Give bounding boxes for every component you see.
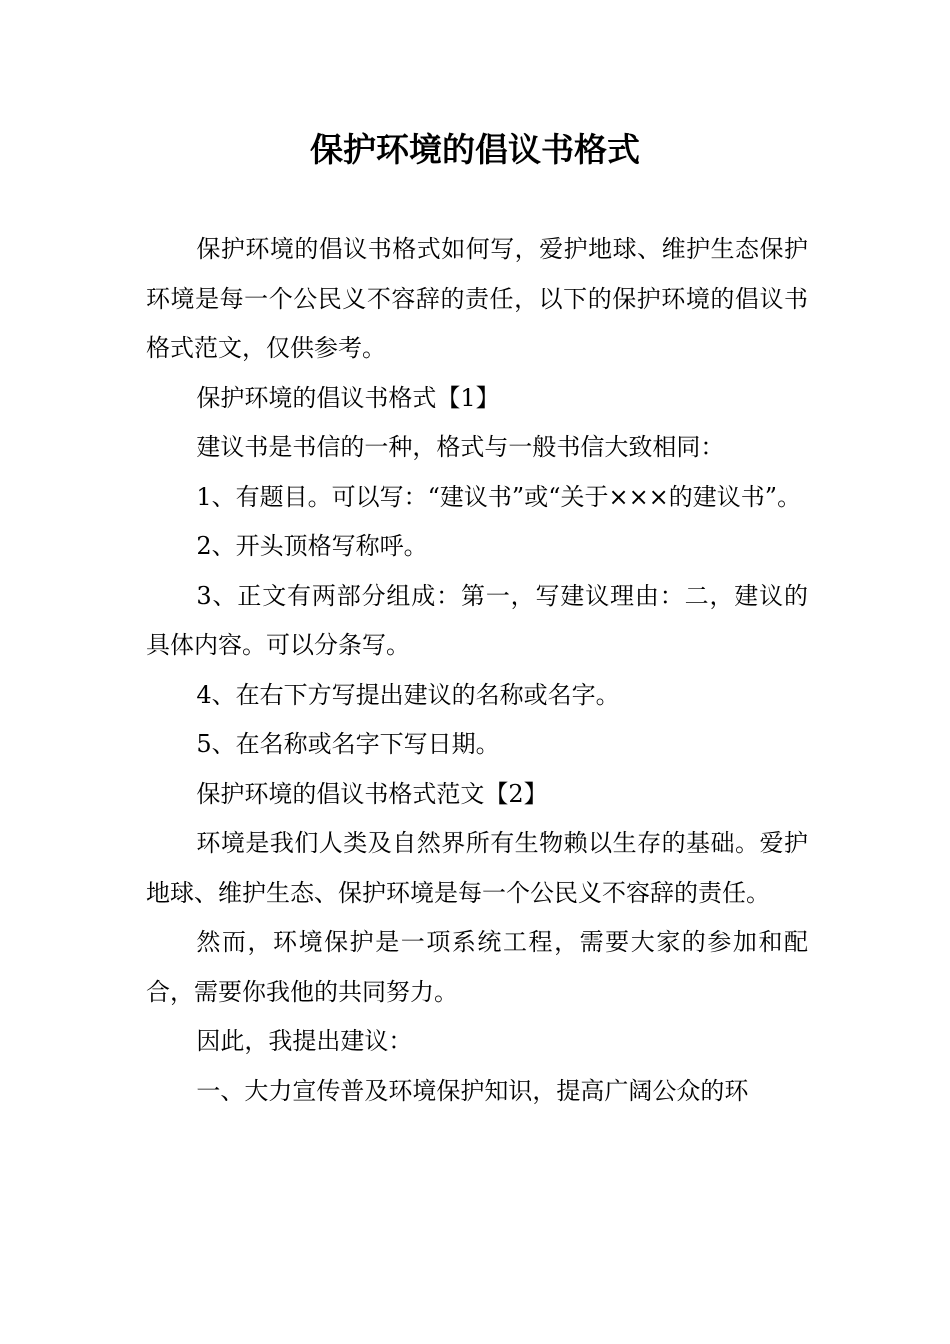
list-item: 1、有题目。可以写：“建议书”或“关于×××的建议书”。	[196, 482, 802, 511]
list-item: 4、在右下方写提出建议的名称或名字。	[196, 680, 620, 709]
paragraph: 建议书是书信的一种，格式与一般书信大致相同：	[196, 433, 725, 461]
paragraph-intro: 保护环境的倡议书格式如何写，爱护地球、维护生态保护环境是每一个公民义不容辞的责任，以下的保护环境的倡议书格式范文，仅供参考。	[146, 235, 808, 362]
paragraph: 环境是我们人类及自然界所有生物赖以生存的基础。爱护地球、维护生态、保护环境是每一个公民义不容辞的责任。	[146, 829, 808, 907]
list-item: 3、正文有两部分组成：第一，写建议理由：二，建议的具体内容。可以分条写。	[146, 581, 808, 659]
section-heading-1: 保护环境的倡议书格式【1】	[196, 383, 500, 412]
document-body	[146, 225, 808, 1116]
list-item: 5、在名称或名字下写日期。	[196, 730, 500, 758]
paragraph: 然而，环境保护是一项系统工程，需要大家的参加和配合，需要你我他的共同努力。	[146, 928, 808, 1006]
paragraph: 一、大力宣传普及环境保护知识，提高广阔公众的环	[196, 1076, 749, 1105]
section-heading-2: 保护环境的倡议书格式范文【2】	[196, 779, 548, 808]
document-title: 保护环境的倡议书格式	[310, 130, 640, 169]
paragraph: 因此，我提出建议：	[196, 1027, 413, 1055]
list-item: 2、开头顶格写称呼。	[196, 532, 428, 560]
